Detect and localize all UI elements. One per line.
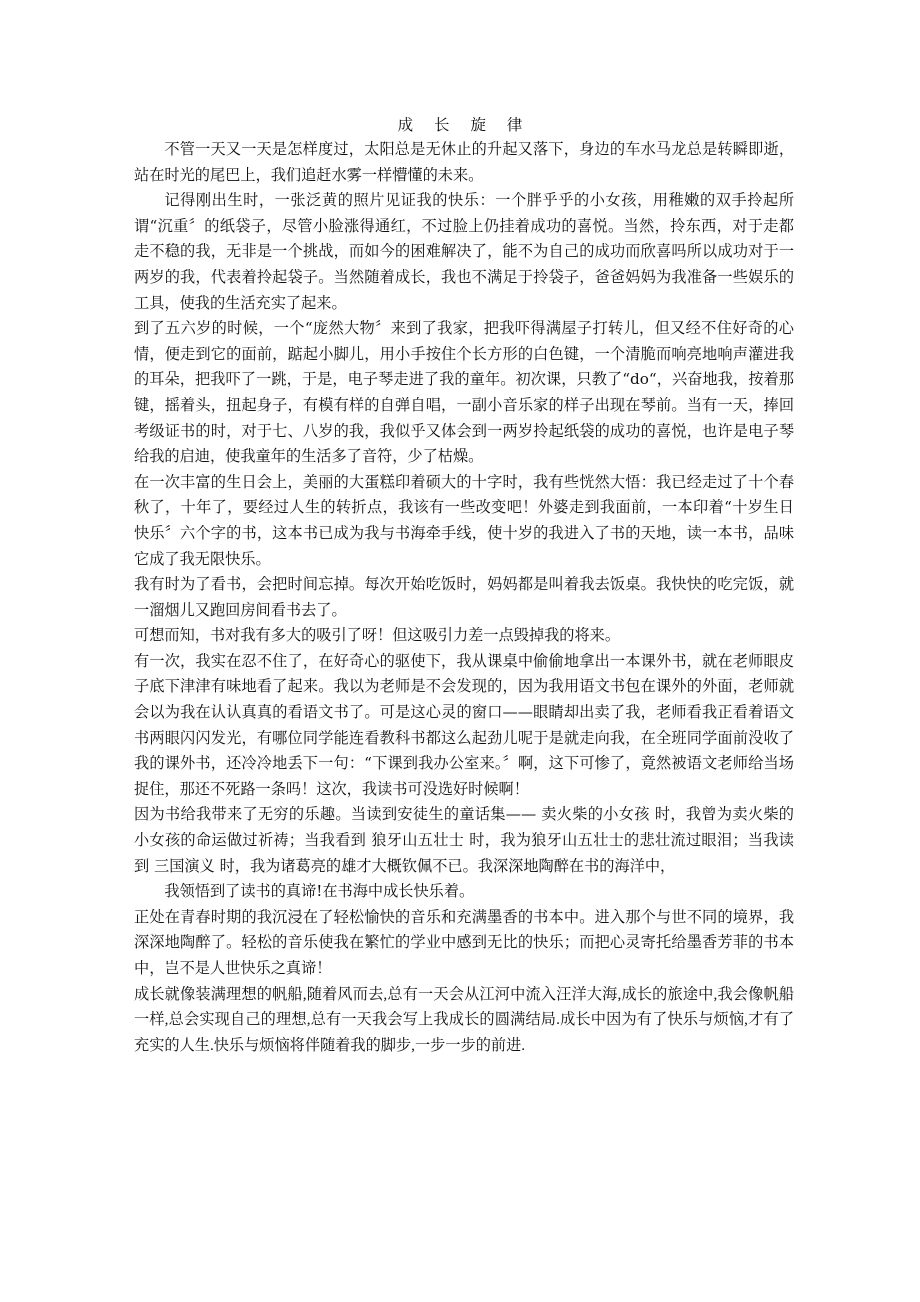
document-page — [134, 108, 794, 1058]
paragraph-11: 成长就像装满理想的帆船,随着风而去,总有一天会从江河中流入汪洋大海,成长的旅途中,我会像帆船一样,总会实现自己的理想,总有一天我会写上我成长的圆满结局.成长中因为有了快乐与烦恼,才有了充实的人生.快乐与烦恼将伴随着我的脚步,一步一步的前进. — [134, 985, 794, 1054]
paragraph-6: 可想而知，书对我有多大的吸引了呀！但这吸引力差一点毁掉我的将来。 — [134, 626, 620, 645]
paragraph-3: 到了五六岁的时候，一个“庞然大物〞来到了我家，把我吓得满屋子打转儿，但又经不住好奇的心情，便走到它的面前，踮起小脚儿，用小手按住个长方形的白色键，一个清脆而响亮地响声灌进我的耳朵，把我吓了一跳，于是，电子琴走进了我的童年。初次课，只教了“do“，兴奋地我，按着那键，摇着头，扭起身子，有模有样的自弹自唱，一副小音乐家的样子出现在琴前。当有一天，捧回考级证书的时，对于七、八岁的我，我似乎又体会到一两岁拎起纸袋的成功的喜悦，也许是电子琴给我的启迪，使我童年的生活多了音符，少了枯燥。 — [134, 319, 794, 466]
paragraph-5: 我有时为了看书，会把时间忘掉。每次开始吃饭时，妈妈都是叫着我去饭桌。我快快的吃完饭，就一溜烟儿又跑回房间看书去了。 — [134, 575, 794, 619]
paragraph-4: 在一次丰富的生日会上，美丽的大蛋糕印着硕大的十字时，我有些恍然大悟：我已经走过了十个春秋了，十年了，要经过人生的转折点，我该有一些改变吧！外婆走到我面前，一本印着“十岁生日快乐〞六个字的书，这本书已成为我与书海牵手线，使十岁的我进入了书的天地，读一本书，品味它成了我无限快乐。 — [134, 472, 794, 568]
paragraph-9: 我领悟到了读书的真谛!在书海中成长快乐着。 — [164, 882, 475, 901]
paragraph-10: 正处在青春时期的我沉浸在了轻松愉快的音乐和充满墨香的书本中。进入那个与世不同的境界，我深深地陶醉了。轻松的音乐使我在繁忙的学业中感到无比的快乐；而把心灵寄托给墨香芳菲的书本中，岂不是人世快乐之真谛！ — [134, 907, 794, 977]
paragraph-2: 记得刚出生时，一张泛黄的照片见证我的快乐：一个胖乎乎的小女孩，用稚嫩的双手拎起所谓“沉重〞的纸袋子，尽管小脸涨得通红，不过脸上仍挂着成功的喜悦。当然，拎东西，对于走都走不稳的我，无非是一个挑战，而如今的困难解决了，能不为自己的成功而欣喜吗所以成功对于一两岁的我，代表着拎起袋子。当然随着成长，我也不满足于拎袋子，爸爸妈妈为我准备一些娱乐的工具，使我的生活充实了起来。 — [134, 191, 794, 312]
document-title: 成 长 旋 律 — [397, 116, 531, 134]
paragraph-8: 因为书给我带来了无穷的乐趣。当读到安徒生的童话集—— 卖火柴的小女孩 时，我曾为卖火柴的小女孩的命运做过祈祷；当我看到 狼牙山五壮士 时，我为狼牙山五壮士的悲壮流过眼泪；当我读到 三国演义 时，我为诸葛亮的雄才大概钦佩不已。我深深地陶醉在书的海洋中， — [134, 805, 794, 875]
paragraph-7: 有一次，我实在忍不住了，在好奇心的驱使下，我从课桌中偷偷地拿出一本课外书，就在老师眼皮子底下津津有味地看了起来。我以为老师是不会发现的，因为我用语文书包在课外的外面，老师就会以为我在认认真真的看语文书了。可是这心灵的窗口——眼睛却出卖了我，老师看我正看着语文书两眼闪闪发光，有哪位同学能连看教科书都这么起劲儿呢于是就走向我，在全班同学面前没收了我的课外书，还冷冷地丢下一句：“下课到我办公室来。〞啊，这下可惨了，竟然被语文老师给当场捉住，那还不死路一条吗！这次，我读书可没选好时候啊！ — [134, 651, 794, 798]
paragraph-1: 不管一天又一天是怎样度过，太阳总是无休止的升起又落下，身边的车水马龙总是转瞬即逝，站在时光的尾巴上，我们追赶水雾一样懵懂的未来。 — [134, 140, 794, 184]
